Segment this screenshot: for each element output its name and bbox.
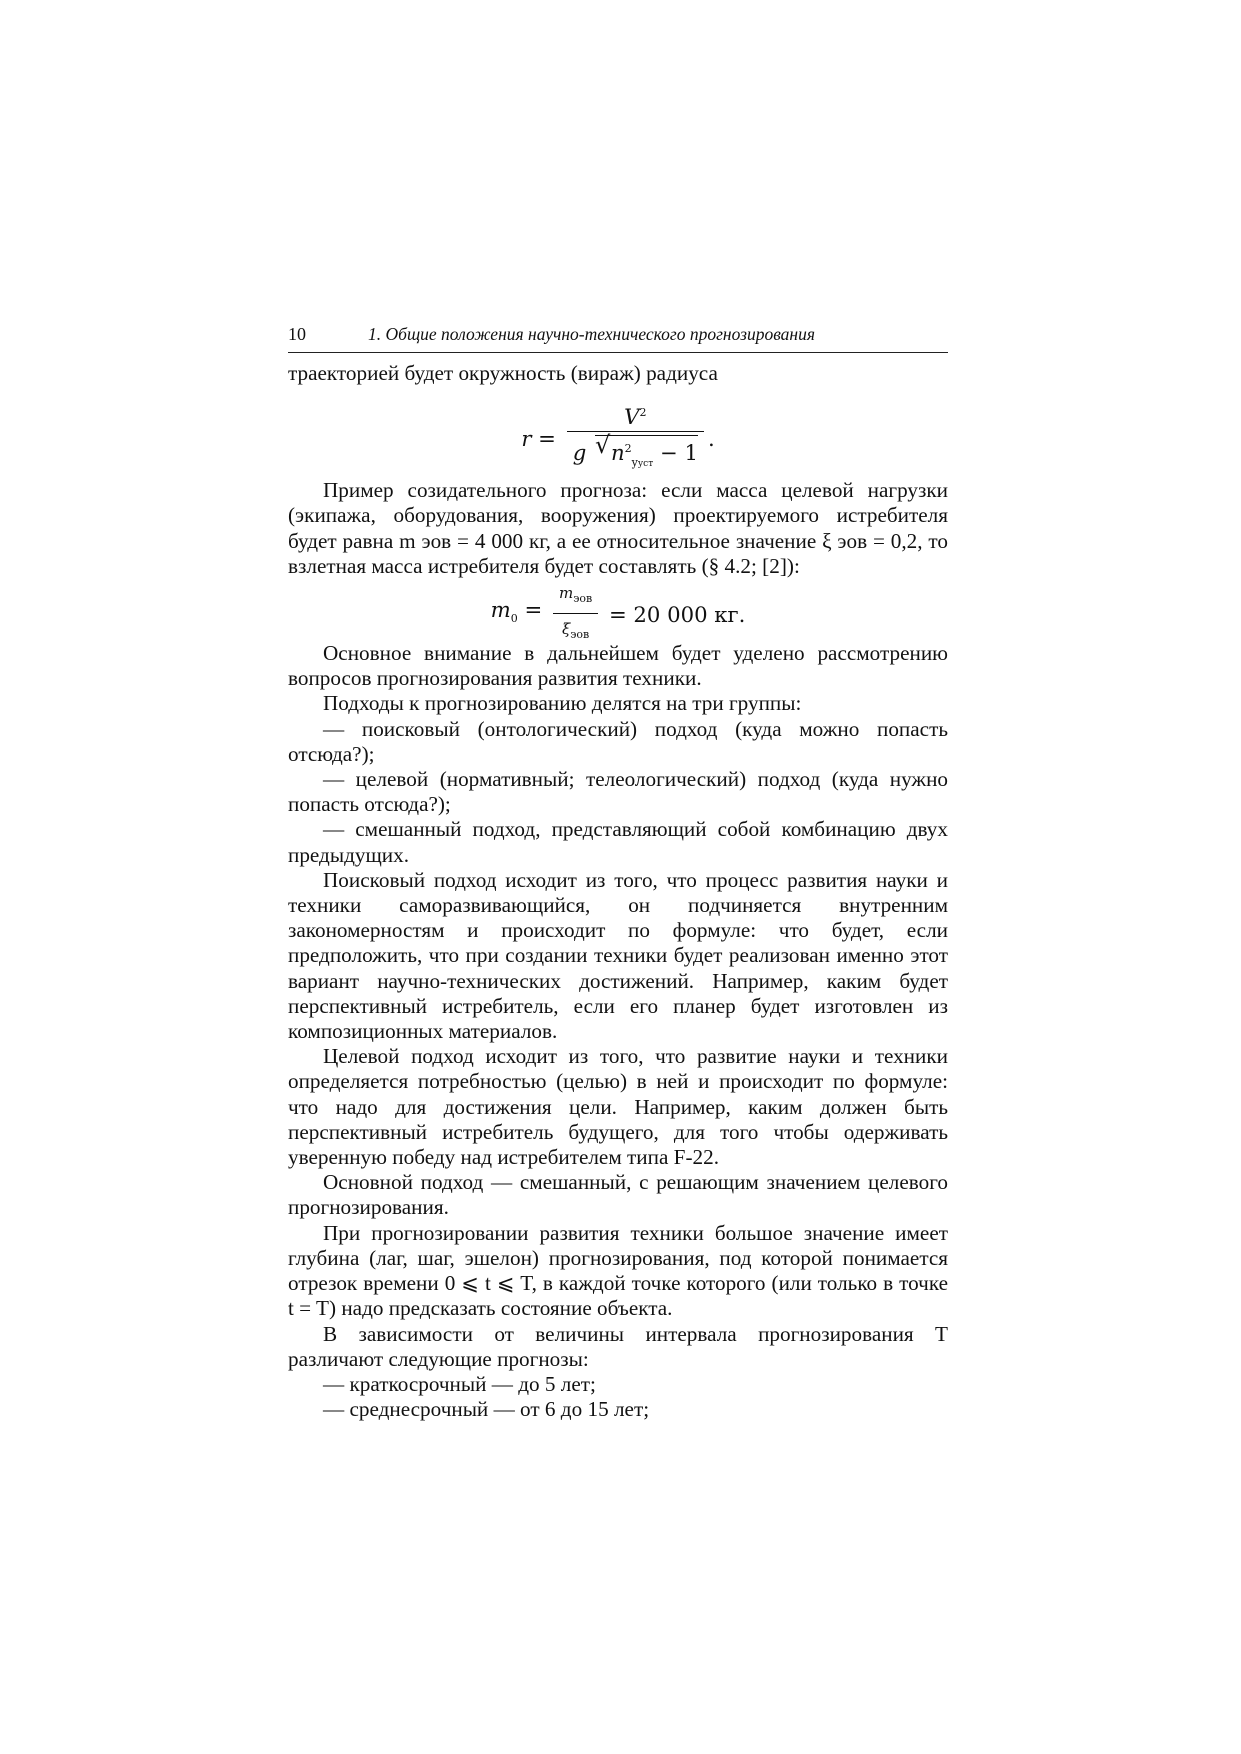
paragraph-9: Целевой подход исходит из того, что развитие науки и техники определяется потребностью (целью) в ней и происходит по формуле: что надо для достижения цели. Например, каким должен быть перспективный истребитель будущего, для того чтобы одерживать уверенную победу над истребителем типа F-22. bbox=[288, 1044, 948, 1170]
formula-mass-fraction bbox=[553, 581, 598, 647]
formula-mass-rhs: = 20 000 кг. bbox=[608, 601, 746, 627]
list-item-target-approach: — целевой (нормативный; телеологический) подход (куда нужно попасть отсюда?); bbox=[288, 767, 948, 817]
formula-radius-period: . bbox=[707, 425, 715, 451]
book-page bbox=[288, 322, 948, 1422]
running-head bbox=[288, 322, 948, 353]
numerator-exponent: 2 bbox=[639, 406, 647, 420]
denominator-tail: − 1 bbox=[659, 440, 698, 466]
list-item-search-approach: — поисковый (онтологический) подход (куда можно попасть отсюда?); bbox=[288, 716, 948, 766]
paragraph-8: Поисковый подход исходит из того, что процесс развития науки и техники саморазвивающийся, он подчиняется внутренним закономерностям и происходит по формуле: что будет, если предположить, что при создании техники будет реализован именно этот вариант научно-технических достижений. Например, каким будет перспективный истребитель, если его планер будет изготовлен из композиционных материалов. bbox=[288, 867, 948, 1044]
mass-lhs-subscript: 0 bbox=[510, 612, 518, 626]
list-item-mid-term: — среднесрочный — от 6 до 15 лет; bbox=[323, 1397, 650, 1422]
denominator-n-subsubscript: уст bbox=[637, 458, 654, 469]
page-number: 10 bbox=[288, 324, 306, 344]
denominator-n: n bbox=[611, 440, 625, 466]
formula-takeoff-mass bbox=[288, 581, 948, 642]
paragraph-2: Пример созидательного прогноза: если масса целевой нагрузки (экипажа, оборудования, вооружения) проектируемого истребителя будет равна m эов = 4 000 кг, а ее относительное значение ξ эов = 0,2, то взлетная масса истребителя будет составлять (§ 4.2; [2]): bbox=[288, 478, 948, 578]
formula-mass-numerator bbox=[553, 581, 598, 614]
denominator-g: g bbox=[572, 440, 587, 466]
list-item-short-term: — краткосрочный — до 5 лет; bbox=[323, 1371, 596, 1396]
body-text bbox=[288, 361, 948, 1422]
paragraph-10: Основной подход — смешанный, с решающим значением целевого прогнозирования. bbox=[288, 1170, 948, 1220]
denominator-n-exponent: 2 bbox=[624, 442, 632, 456]
paragraph-11: При прогнозировании развития техники большое значение имеет глубина (лаг, шаг, эшелон) прогнозирования, под которой понимается отрезок времени 0 ⩽ t ⩽ T, в каждой точке которого (или только в точке t = T) надо предсказать состояние объекта. bbox=[288, 1220, 948, 1321]
formula-radius-fraction bbox=[567, 400, 704, 477]
mass-numerator-subscript: эов bbox=[573, 592, 593, 606]
list-item-mixed-approach: — смешанный подход, представляющий собой комбинацию двух предыдущих. bbox=[288, 817, 948, 867]
sqrt-icon: √ bbox=[595, 431, 611, 460]
mass-equals: = bbox=[524, 597, 543, 622]
mass-lhs-m: m bbox=[490, 597, 511, 622]
square-root bbox=[595, 431, 698, 477]
paragraph-3: Основное внимание в дальнейшем будет уделено рассмотрению вопросов прогнозирования развития техники. bbox=[288, 641, 948, 691]
formula-mass-denominator bbox=[553, 614, 598, 647]
mass-denominator-xi: ξ bbox=[561, 620, 571, 639]
denominator-n-subscript: y bbox=[631, 455, 638, 469]
formula-radius bbox=[288, 400, 948, 469]
mass-denominator-subscript: эов bbox=[570, 628, 590, 642]
formula-mass-lhs bbox=[491, 597, 543, 631]
formula-radius-lhs: r = bbox=[521, 425, 556, 451]
chapter-title: 1. Общие положения научно-технического прогнозирования bbox=[368, 324, 815, 344]
formula-radius-numerator bbox=[567, 400, 704, 432]
formula-radius-denominator bbox=[567, 432, 704, 477]
mass-numerator-m: m bbox=[558, 584, 574, 603]
paragraph-12: В зависимости от величины интервала прогнозирования T различают следующие прогнозы: bbox=[288, 1321, 948, 1371]
paragraph-1: траекторией будет окружность (вираж) радиуса bbox=[288, 361, 718, 385]
numerator-v: V bbox=[624, 404, 640, 430]
paragraph-4: Подходы к прогнозированию делятся на три группы: bbox=[323, 691, 802, 716]
